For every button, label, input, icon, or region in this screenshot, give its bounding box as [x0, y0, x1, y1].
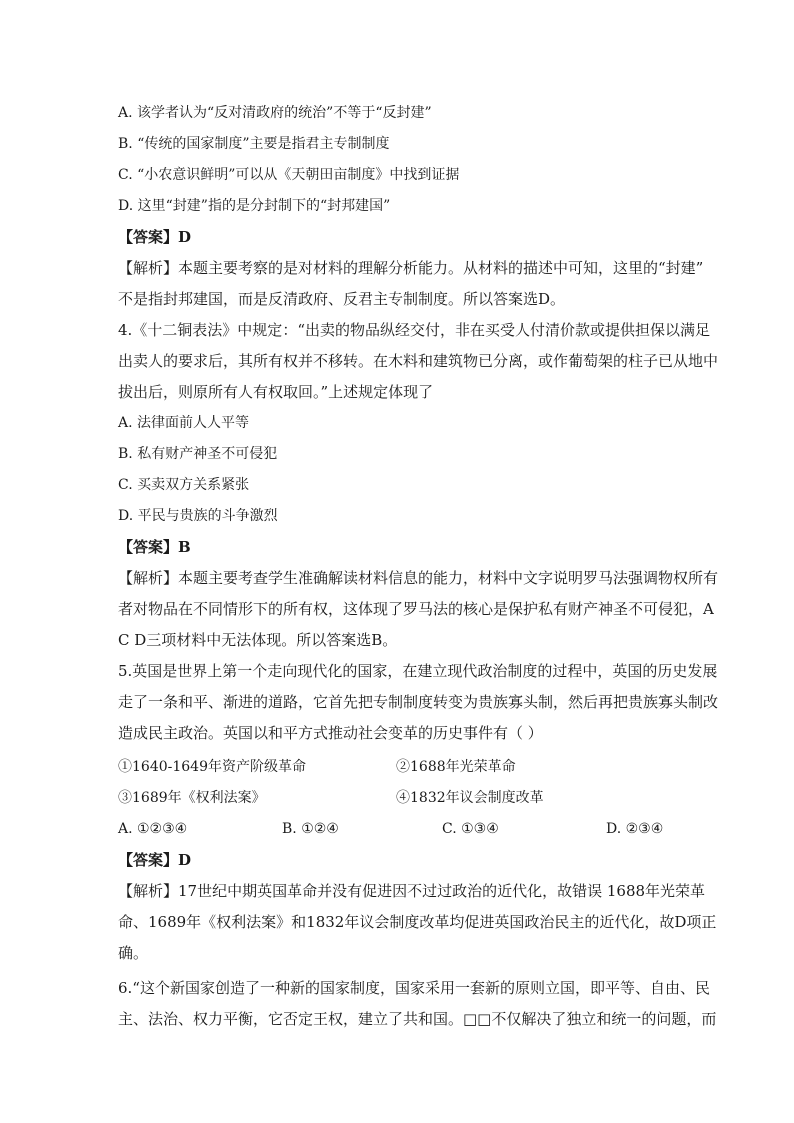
q4-option-b: B. 私有财产神圣不可侵犯 [118, 446, 278, 462]
q5-answer: 【答案】D [118, 851, 192, 869]
q3-option-d: D. 这里“封建”指的是分封制下的“封邦建国” [118, 198, 391, 214]
q5-option-a: A. ①②③④ [118, 821, 188, 837]
q5-item-2: ②1688年光荣革命 [396, 759, 516, 775]
q3-option-c: C. “小农意识鲜明”可以从《天朝田亩制度》中找到证据 [118, 167, 460, 183]
q4-option-a: A. 法律面前人人平等 [118, 415, 250, 431]
q4-stem-line: 出卖人的要求后，其所有权并不移转。在木料和建筑物已分离，或作葡萄架的柱子已从地中 [118, 352, 719, 370]
q4-stem-line: 拔出后，则原所有人有权取回。”上述规定体现了 [118, 383, 434, 401]
q5-analysis-line: 确。 [118, 944, 149, 962]
q3-analysis-line: 【解析】本题主要考察的是对材料的理解分析能力。从材料的描述中可知，这里的“封建” [118, 259, 704, 277]
q5-option-b: B. ①②④ [282, 821, 339, 837]
q5-item-1: ①1640-1649年资产阶级革命 [118, 759, 306, 775]
q5-stem-line: 走了一条和平、渐进的道路，它首先把专制制度转变为贵族寡头制，然后再把贵族寡头制改 [118, 693, 719, 711]
q4-option-c: C. 买卖双方关系紧张 [118, 477, 250, 493]
q4-analysis-line: C D三项材料中无法体现。所以答案选B。 [118, 631, 398, 649]
q5-items-row [118, 788, 678, 808]
q5-options-row [118, 819, 678, 839]
q6-stem-line: 6.“这个新国家创造了一种新的国家制度，国家采用一套新的原则立国，即平等、自由、民 [118, 979, 710, 997]
q4-stem-line: 4.《十二铜表法》中规定：“出卖的物品纵经交付，非在买受人付清价款或提供担保以满足 [118, 321, 710, 339]
q4-analysis-line: 【解析】本题主要考查学生准确解读材料信息的能力，材料中文字说明罗马法强调物权所有 [118, 569, 719, 587]
q5-item-3: ③1689年《权利法案》 [118, 790, 266, 806]
q3-answer: 【答案】D [118, 228, 192, 246]
q5-option-c: C. ①③④ [442, 821, 499, 837]
q5-option-d: D. ②③④ [606, 821, 664, 837]
q3-option-a: A. 该学者认为“反对清政府的统治”不等于“反封建” [118, 105, 432, 121]
q5-analysis-line: 命、1689年《权利法案》和1832年议会制度改革均促进英国政治民主的近代化，故D项正 [118, 913, 717, 931]
q6-stem-line: 主、法治、权力平衡，它否定王权，建立了共和国。□□不仅解决了独立和统一的问题，而 [118, 1010, 717, 1028]
q5-stem-line: 5.英国是世界上第一个走向现代化的国家，在建立现代政治制度的过程中，英国的历史发展 [118, 662, 718, 680]
q4-analysis-line: 者对物品在不同情形下的所有权，这体现了罗马法的核心是保护私有财产神圣不可侵犯，A [118, 600, 714, 618]
q3-option-b: B. “传统的国家制度”主要是指君主专制制度 [118, 136, 390, 152]
q5-stem-line: 造成民主政治。英国以和平方式推动社会变革的历史事件有（ ） [118, 724, 543, 742]
q5-items-row [118, 757, 678, 777]
q3-analysis-line: 不是指封邦建国，而是反清政府、反君主专制制度。所以答案选D。 [118, 290, 566, 308]
q4-option-d: D. 平民与贵族的斗争激烈 [118, 508, 278, 524]
q4-answer: 【答案】B [118, 538, 191, 556]
q5-item-4: ④1832年议会制度改革 [396, 790, 544, 806]
q5-analysis-line: 【解析】17世纪中期英国革命并没有促进因不过过政治的近代化，故错误 1688年光荣革 [118, 882, 706, 900]
